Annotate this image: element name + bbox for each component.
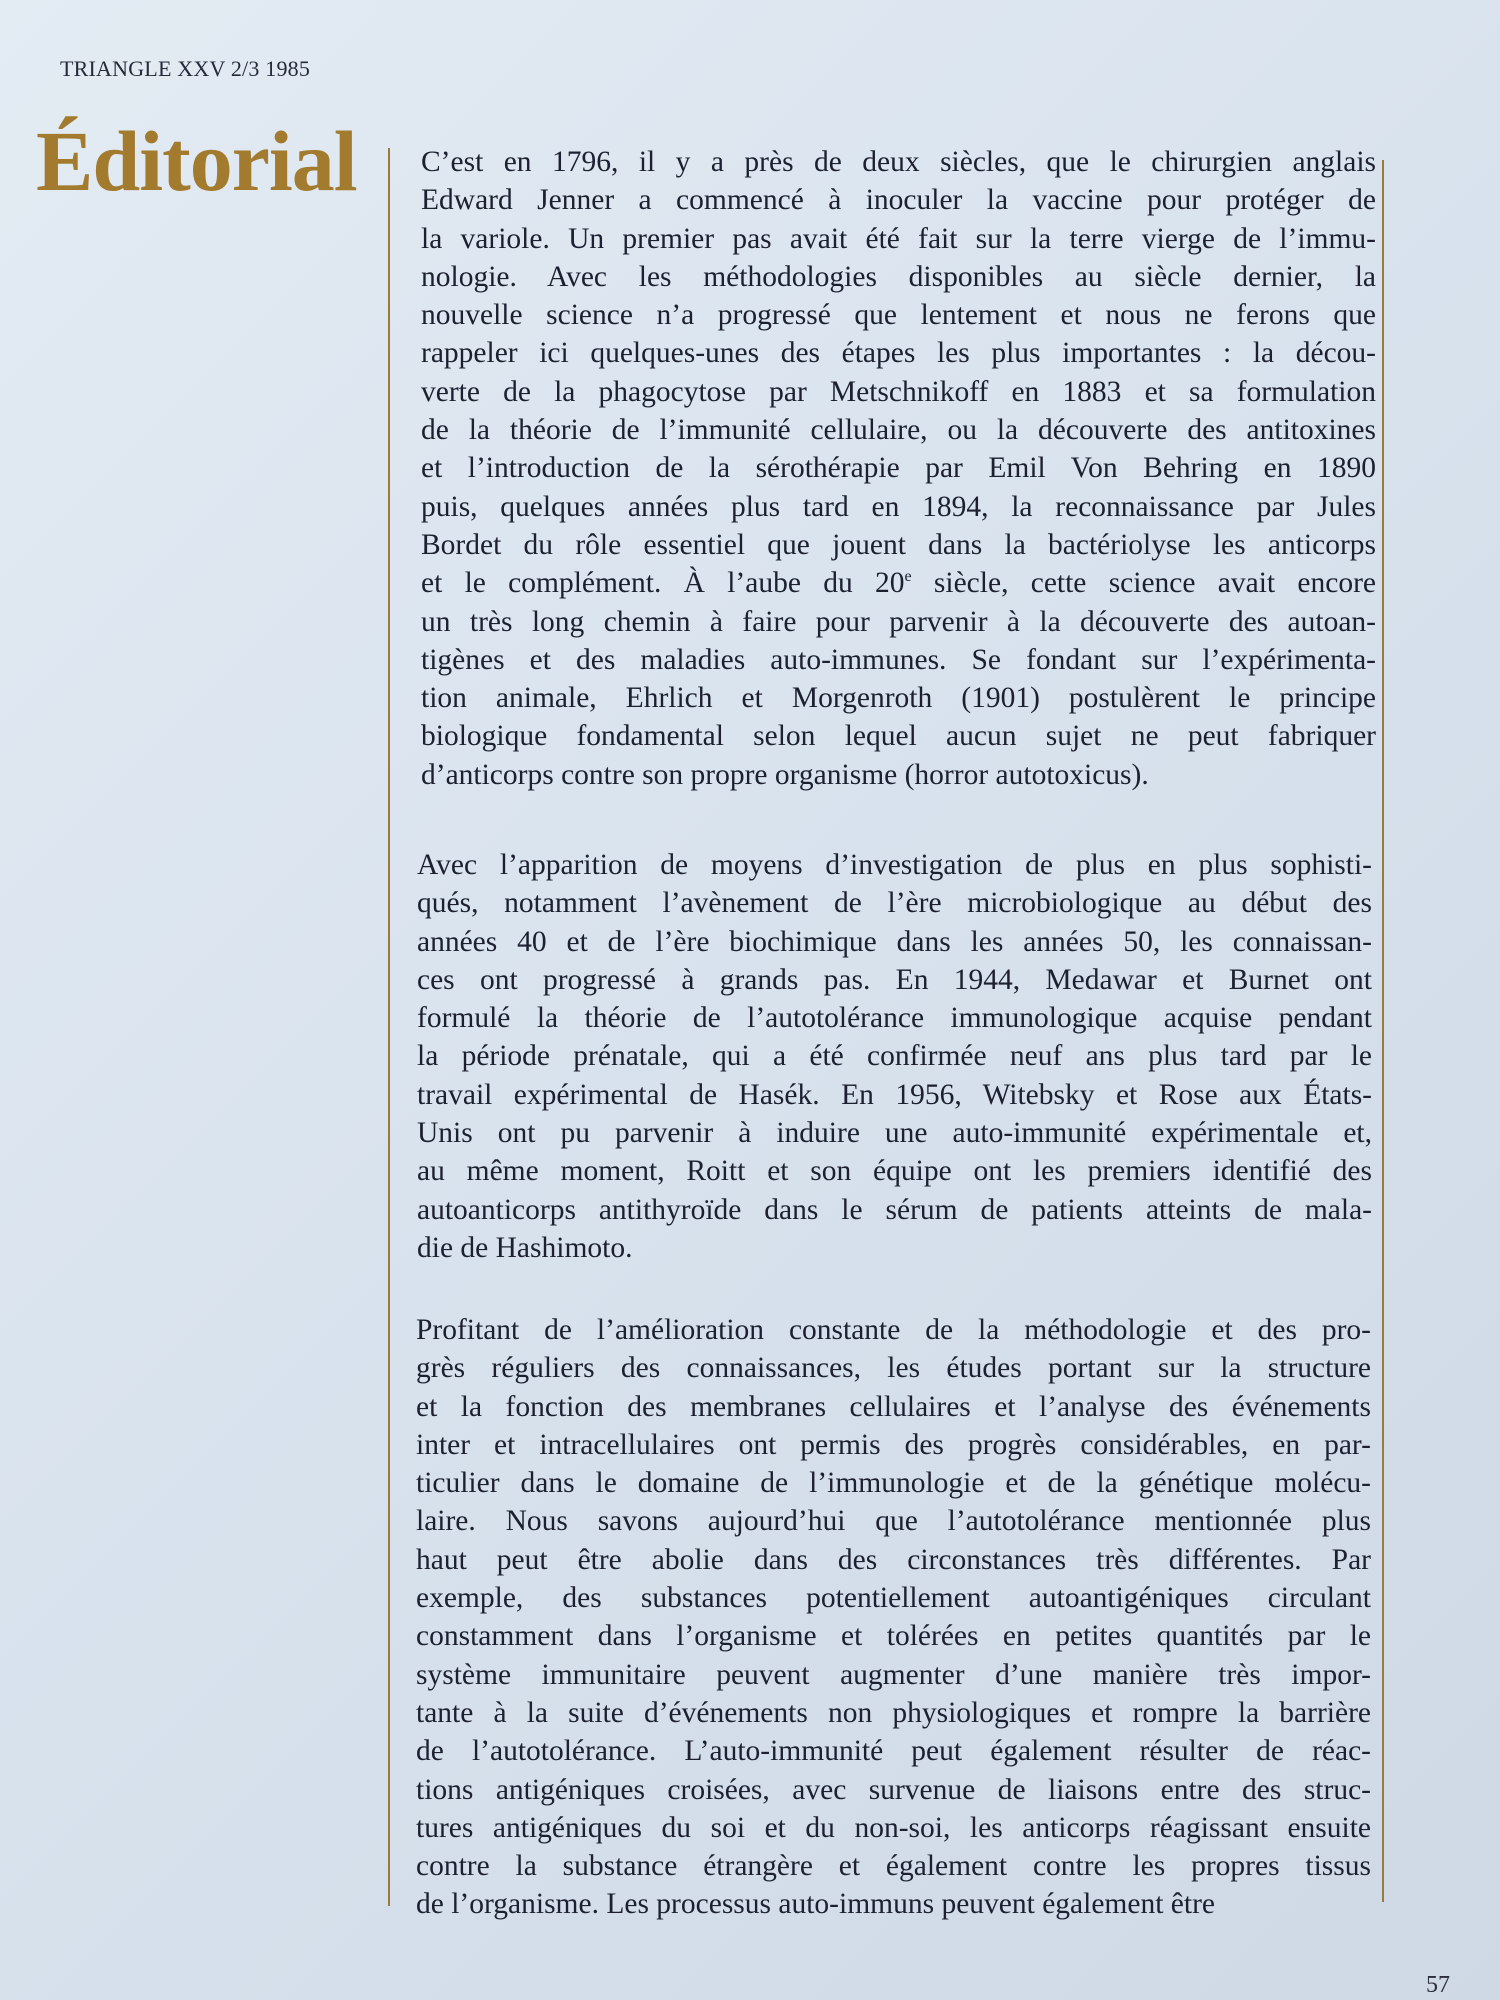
text-segment: siècle, cette science avait encore xyxy=(911,567,1377,600)
paragraph-3 xyxy=(416,1311,1371,1924)
paragraph-1 xyxy=(421,143,1376,794)
text-line: au même moment, Roitt et son équipe ont les premiers identifié des xyxy=(417,1155,1372,1188)
text-line: puis, quelques années plus tard en 1894, la reconnaissance par Jules xyxy=(421,490,1376,523)
running-head: TRIANGLE XXV 2/3 1985 xyxy=(60,56,311,81)
text-line: ticulier dans le domaine de l’immunologie et de la génétique molécu- xyxy=(416,1467,1371,1500)
text-line: biologique fondamental selon lequel aucun sujet ne peut fabriquer xyxy=(421,720,1376,753)
text-line: nouvelle science n’a progressé que lentement et nous ne ferons que xyxy=(421,299,1376,332)
text-segment: et le complément. À l’aube du 20 xyxy=(421,567,905,600)
text-line: de la théorie de l’immunité cellulaire, ou la découverte des antitoxines xyxy=(421,414,1376,447)
text-line: Edward Jenner a commencé à inoculer la vaccine pour protéger de xyxy=(421,184,1376,217)
text-line: autoanticorps antithyroïde dans le sérum de patients atteints de mala- xyxy=(417,1193,1372,1226)
text-line: grès réguliers des connaissances, les études portant sur la structure xyxy=(416,1352,1371,1385)
text-line: exemple, des substances potentiellement autoantigéniques circulant xyxy=(416,1582,1371,1615)
text-line: la période prénatale, qui a été confirmée neuf ans plus tard par le xyxy=(417,1040,1372,1073)
text-line: laire. Nous savons aujourd’hui que l’autotolérance mentionnée plus xyxy=(416,1505,1371,1538)
text-line: Avec l’apparition de moyens d’investigation de plus en plus sophisti- xyxy=(417,849,1372,881)
text-line: die de Hashimoto. xyxy=(417,1231,633,1264)
text-line: tion animale, Ehrlich et Morgenroth (1901) postulèrent le principe xyxy=(421,682,1376,715)
text-line: ces ont progressé à grands pas. En 1944, Medawar et Burnet ont xyxy=(417,963,1372,996)
text-line: d’anticorps contre son propre organisme (horror autotoxicus). xyxy=(421,758,1149,791)
page-number: 57 xyxy=(1426,1972,1450,1998)
text-line: verte de la phagocytose par Metschnikoff en 1883 et sa formulation xyxy=(421,375,1376,408)
text-line: haut peut être abolie dans des circonstances très différentes. Par xyxy=(416,1543,1371,1576)
text-line: et la fonction des membranes cellulaires et l’analyse des événements xyxy=(416,1390,1371,1423)
text-line: inter et intracellulaires ont permis des progrès considérables, en par- xyxy=(416,1428,1371,1461)
text-line: tante à la suite d’événements non physiologiques et rompre la barrière xyxy=(416,1696,1371,1729)
text-line: tigènes et des maladies auto-immunes. Se fondant sur l’expérimenta- xyxy=(421,643,1376,676)
text-line: Bordet du rôle essentiel que jouent dans la bactériolyse les anticorps xyxy=(421,528,1376,561)
text-line: Unis ont pu parvenir à induire une auto-immunité expérimentale et, xyxy=(417,1117,1372,1150)
text-line: travail expérimental de Hasék. En 1956, Witebsky et Rose aux États- xyxy=(417,1078,1372,1111)
page-title: Éditorial xyxy=(36,113,357,209)
text-line: de l’autotolérance. L’auto-immunité peut également résulter de réac- xyxy=(416,1735,1371,1768)
text-line: rappeler ici quelques-unes des étapes les plus importantes : la décou- xyxy=(421,337,1376,370)
text-line: Profitant de l’amélioration constante de la méthodologie et des pro- xyxy=(416,1314,1371,1346)
text-line: et l’introduction de la sérothérapie par Emil Von Behring en 1890 xyxy=(421,452,1376,485)
text-line: la variole. Un premier pas avait été fait sur la terre vierge de l’immu- xyxy=(421,222,1376,255)
text-line: C’est en 1796, il y a près de deux siècles, que le chirurgien anglais xyxy=(421,146,1376,178)
text-line: un très long chemin à faire pour parvenir à la découverte des autoan- xyxy=(421,605,1376,638)
text-line: tures antigéniques du soi et du non-soi, les anticorps réagissant ensuite xyxy=(416,1811,1371,1844)
text-line: années 40 et de l’ère biochimique dans les années 50, les connaissan- xyxy=(417,925,1372,958)
text-line: contre la substance étrangère et également contre les propres tissus xyxy=(416,1850,1371,1883)
text-line: nologie. Avec les méthodologies disponibles au siècle dernier, la xyxy=(421,260,1376,293)
text-line: constamment dans l’organisme et tolérées en petites quantités par le xyxy=(416,1620,1371,1653)
text-line: qués, notamment l’avènement de l’ère microbiologique au début des xyxy=(417,887,1372,920)
text-line: système immunitaire peuvent augmenter d’une manière très impor- xyxy=(416,1658,1371,1691)
paragraph-2 xyxy=(417,846,1372,1267)
text-line: tions antigéniques croisées, avec survenue de liaisons entre des struc- xyxy=(416,1773,1371,1806)
text-line: formulé la théorie de l’autotolérance immunologique acquise pendant xyxy=(417,1002,1372,1035)
text-line: de l’organisme. Les processus auto-immuns peuvent également être xyxy=(416,1888,1215,1921)
right-column-rule xyxy=(1382,160,1384,1902)
text-line xyxy=(421,564,1376,602)
superscript: e xyxy=(904,568,912,586)
left-column-rule xyxy=(388,148,390,1906)
